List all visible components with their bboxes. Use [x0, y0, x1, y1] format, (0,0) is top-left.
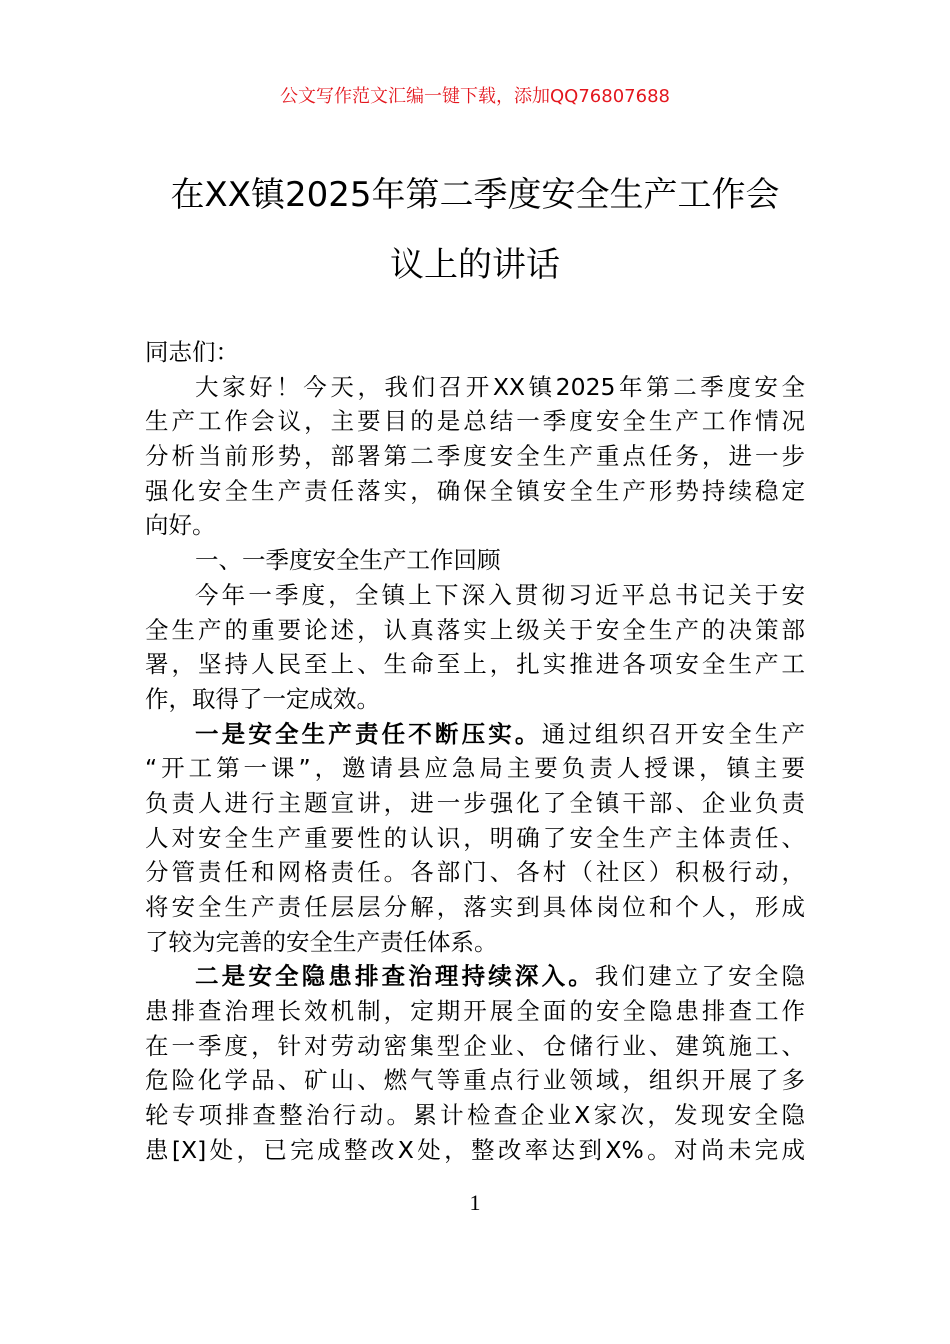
- bold-lead: 二是安全隐患排查治理持续深入。: [195, 962, 595, 991]
- paragraph-line: [145, 959, 805, 994]
- paragraph-line: 生产工作会议，主要目的是总结一季度安全生产工作情况: [145, 407, 805, 436]
- paragraph-line: 危险化学品、矿山、燃气等重点行业领域，组织开展了多: [145, 1066, 805, 1095]
- paragraph-line: 患排查治理长效机制，定期开展全面的安全隐患排查工作: [145, 997, 805, 1026]
- paragraph-line: 今年一季度，全镇上下深入贯彻习近平总书记关于安: [195, 580, 805, 609]
- paragraph-line: 人对安全生产重要性的认识，明确了安全生产主体责任、: [145, 823, 805, 852]
- paragraph-line: 大家好！今天，我们召开XX镇2025年第二季度安全: [195, 372, 805, 401]
- paragraph-line: “开工第一课”，邀请县应急局主要负责人授课，镇主要: [145, 754, 805, 783]
- paragraph-line: 患[X]处，已完成整改X处，整改率达到X%。对尚未完成: [145, 1135, 805, 1164]
- paragraph-line: 向好。: [145, 511, 216, 540]
- document-body: [145, 335, 805, 1168]
- section-heading: 一、一季度安全生产工作回顾: [195, 546, 501, 575]
- paragraph-line: 分管责任和网格责任。各部门、各村（社区）积极行动，: [145, 858, 805, 887]
- paragraph-line: 将安全生产责任层层分解，落实到具体岗位和个人，形成: [145, 893, 805, 921]
- paragraph-text: 通过组织召开安全生产: [541, 719, 806, 748]
- page-number: 1: [469, 1190, 481, 1215]
- paragraph-line: 作，取得了一定成效。: [145, 684, 380, 713]
- document-title-line-1: 在XX镇2025年第二季度安全生产工作会: [170, 175, 780, 215]
- paragraph-line: 分析当前形势，部署第二季度安全生产重点任务，进一步: [145, 442, 805, 471]
- paragraph-line: 负责人进行主题宣讲，进一步强化了全镇干部、企业负责: [145, 788, 805, 817]
- paragraph-line: 强化安全生产责任落实，确保全镇安全生产形势持续稳定: [145, 476, 805, 505]
- bold-lead: 一是安全生产责任不断压实。: [195, 719, 542, 748]
- paragraph-line: 在一季度，针对劳动密集型企业、仓储行业、建筑施工、: [145, 1031, 805, 1060]
- paragraph-line: 署，坚持人民至上、生命至上，扎实推进各项安全生产工: [145, 650, 805, 679]
- paragraph-line: 了较为完善的安全生产责任体系。: [145, 927, 498, 956]
- paragraph-text: 我们建立了安全隐: [594, 962, 806, 991]
- download-banner: 公文写作范文汇编一键下载，添加QQ76807688: [280, 86, 670, 107]
- paragraph-line: 全生产的重要论述，认真落实上级关于安全生产的决策部: [145, 615, 805, 644]
- salutation: 同志们：: [145, 338, 239, 366]
- document-title-line-2: 议上的讲话: [390, 245, 560, 285]
- paragraph-line: [145, 717, 805, 752]
- paragraph-line: 轮专项排查整治行动。累计检查企业X家次，发现安全隐: [145, 1101, 805, 1130]
